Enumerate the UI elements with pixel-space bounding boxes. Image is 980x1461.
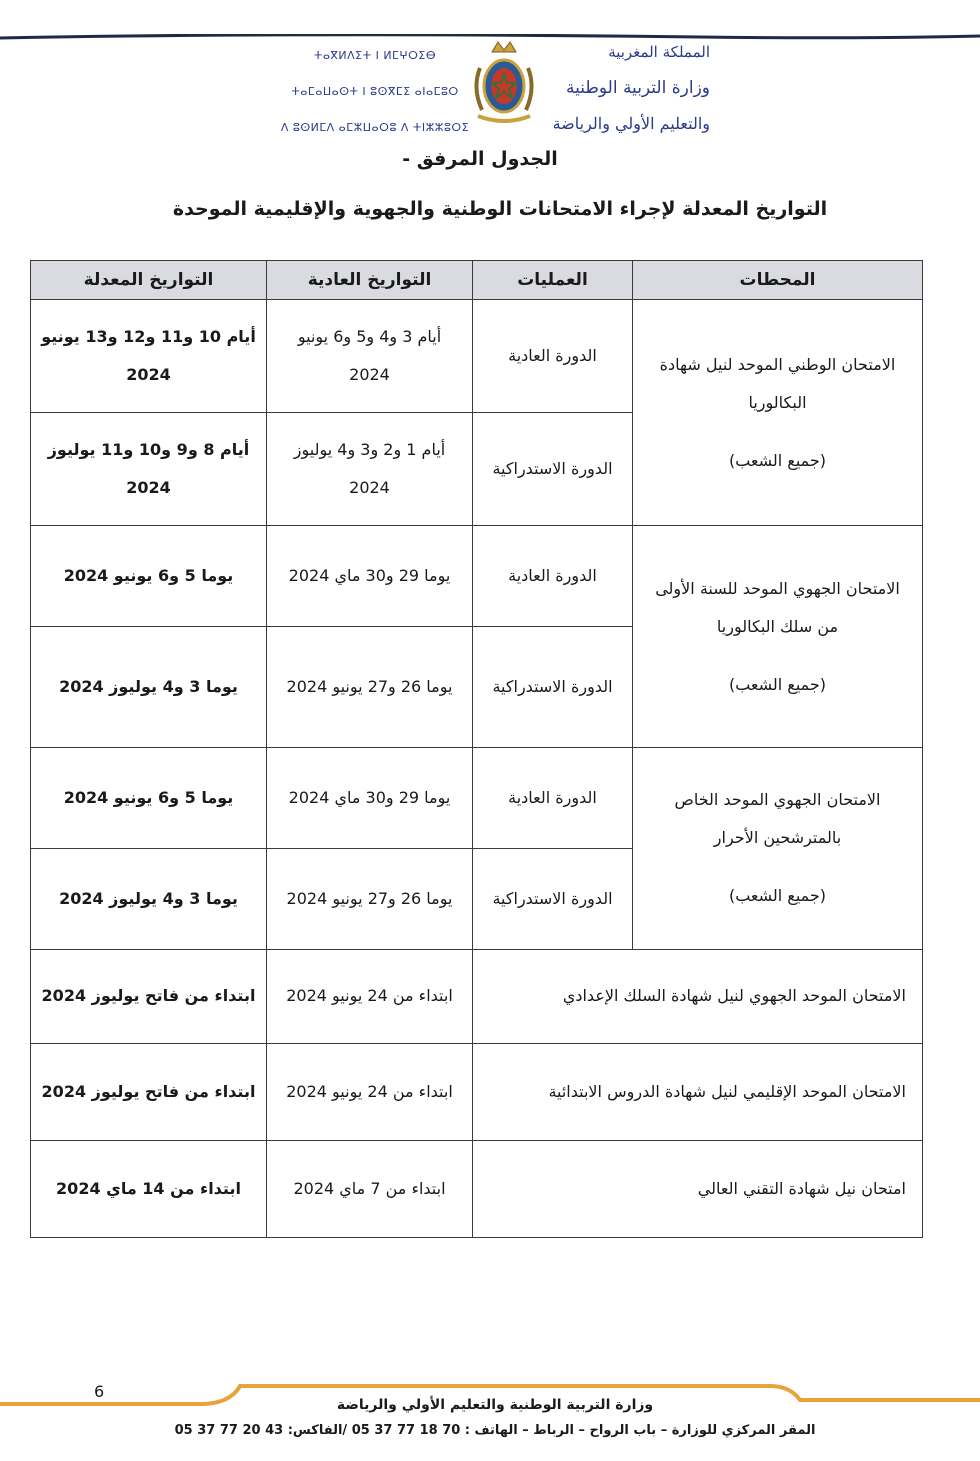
operation-cell: الدورة الاستدراكية: [473, 848, 633, 949]
modified-date-cell: ابتداء من فاتح يوليوز 2024: [31, 1044, 267, 1141]
modified-date-cell: يوما 5 و6 يونيو 2024: [31, 526, 267, 627]
table-row: [31, 300, 923, 413]
header-tifinagh: [280, 38, 470, 146]
ministry-line-1: وزارة التربية الوطنية: [565, 78, 710, 98]
station-cell: الامتحان الموحد الإقليمي لنيل شهادة الدروس الابتدائية: [473, 1044, 923, 1141]
operation-cell: الدورة العادية: [473, 747, 633, 848]
table-row: [31, 1141, 923, 1238]
document-title: التواريخ المعدلة لإجراء الامتحانات الوطنية والجهوية والإقليمية الموحدة: [172, 198, 828, 220]
regular-date-cell: يوما 29 و30 ماي 2024: [267, 747, 473, 848]
station-name: الامتحان الوطني الموحد لنيل شهادة البكالوريا: [659, 354, 896, 412]
station-cell: [633, 747, 923, 949]
regular-date-cell: يوما 26 و27 يونيو 2024: [267, 848, 473, 949]
modified-date-cell: يوما 3 و4 يوليوز 2024: [31, 626, 267, 747]
page-number: 6: [94, 1382, 105, 1401]
operation-cell: الدورة الاستدراكية: [473, 413, 633, 526]
regular-date-cell: يوما 26 و27 يونيو 2024: [267, 626, 473, 747]
regular-date-cell: أيام 3 و4 و5 و6 يونيو 2024: [267, 300, 473, 413]
tifinagh-line-3: ⴷ ⵓⵙⵍⵎⴷ ⴰⵎⵣⵡⴰⵔⵓ ⴷ ⵜⵏⵣⵣⵓⵔⵉ: [280, 121, 470, 134]
operation-cell: الدورة العادية: [473, 300, 633, 413]
modified-date-cell: ابتداء من 14 ماي 2024: [31, 1141, 267, 1238]
kingdom-name: المملكة المغربية: [608, 43, 710, 61]
station-note: (جميع الشعب): [728, 886, 827, 906]
station-note: (جميع الشعب): [728, 674, 827, 694]
modified-date-cell: يوما 5 و6 يونيو 2024: [31, 747, 267, 848]
regular-date-cell: يوما 29 و30 ماي 2024: [267, 526, 473, 627]
footer-address: المقر المركزي للوزارة – باب الرواح – الرباط – الهاتف : 70 18 77 37 05 /الفاكس: 43 20 77 37 05: [174, 1423, 816, 1438]
exam-dates-table: [30, 260, 923, 1238]
station-note: (جميع الشعب): [728, 450, 827, 470]
modified-date-cell: أيام 10 و11 و12 و13 يونيو 2024: [31, 300, 267, 413]
table-row: [31, 1044, 923, 1141]
modified-date-cell: ابتداء من فاتح يوليوز 2024: [31, 949, 267, 1044]
footer: [150, 1392, 840, 1444]
ministry-line-2: والتعليم الأولي والرياضة: [552, 114, 710, 133]
station-cell: الامتحان الموحد الجهوي لنيل شهادة السلك الإعدادي: [473, 949, 923, 1044]
station-cell: امتحان نيل شهادة التقني العالي: [473, 1141, 923, 1238]
station-name: الامتحان الجهوي الموحد للسنة الأولى من سلك البكالوريا: [655, 578, 900, 636]
royal-emblem-icon: [470, 38, 538, 128]
table-row: [31, 949, 923, 1044]
operation-cell: الدورة الاستدراكية: [473, 626, 633, 747]
footer-ministry: وزارة التربية الوطنية والتعليم الأولي والرياضة: [336, 1397, 654, 1413]
table-row: [31, 747, 923, 848]
table-header-row: [31, 261, 923, 300]
station-cell: [633, 526, 923, 748]
modified-date-cell: أيام 8 و9 و10 و11 يوليوز 2024: [31, 413, 267, 526]
modified-date-cell: يوما 3 و4 يوليوز 2024: [31, 848, 267, 949]
regular-date-cell: أيام 1 و2 و3 و4 يوليوز 2024: [267, 413, 473, 526]
tifinagh-line-2: ⵜⴰⵎⴰⵡⴰⵙⵜ ⵏ ⵓⵙⴳⵎⵉ ⴰⵏⴰⵎⵓⵔ: [291, 85, 459, 98]
header-operations: العمليات: [473, 261, 633, 300]
header-regular-dates: التواريخ العادية: [267, 261, 473, 300]
station-name: الامتحان الجهوي الموحد الخاص بالمترشحين الأحرار: [674, 790, 881, 848]
regular-date-cell: ابتداء من 24 يونيو 2024: [267, 1044, 473, 1141]
header-stations: المحطات: [633, 261, 923, 300]
regular-date-cell: ابتداء من 7 ماي 2024: [267, 1141, 473, 1238]
tifinagh-line-1: ⵜⴰⴳⵍⴷⵉⵜ ⵏ ⵍⵎⵖⵔⵉⴱ: [313, 49, 437, 62]
table-row: [31, 526, 923, 627]
regular-date-cell: ابتداء من 24 يونيو 2024: [267, 949, 473, 1044]
operation-cell: الدورة العادية: [473, 526, 633, 627]
station-cell: [633, 300, 923, 526]
header-arabic: [510, 34, 710, 142]
attached-table-label: الجدول المرفق -: [402, 148, 558, 170]
header-modified-dates: التواريخ المعدلة: [31, 261, 267, 300]
